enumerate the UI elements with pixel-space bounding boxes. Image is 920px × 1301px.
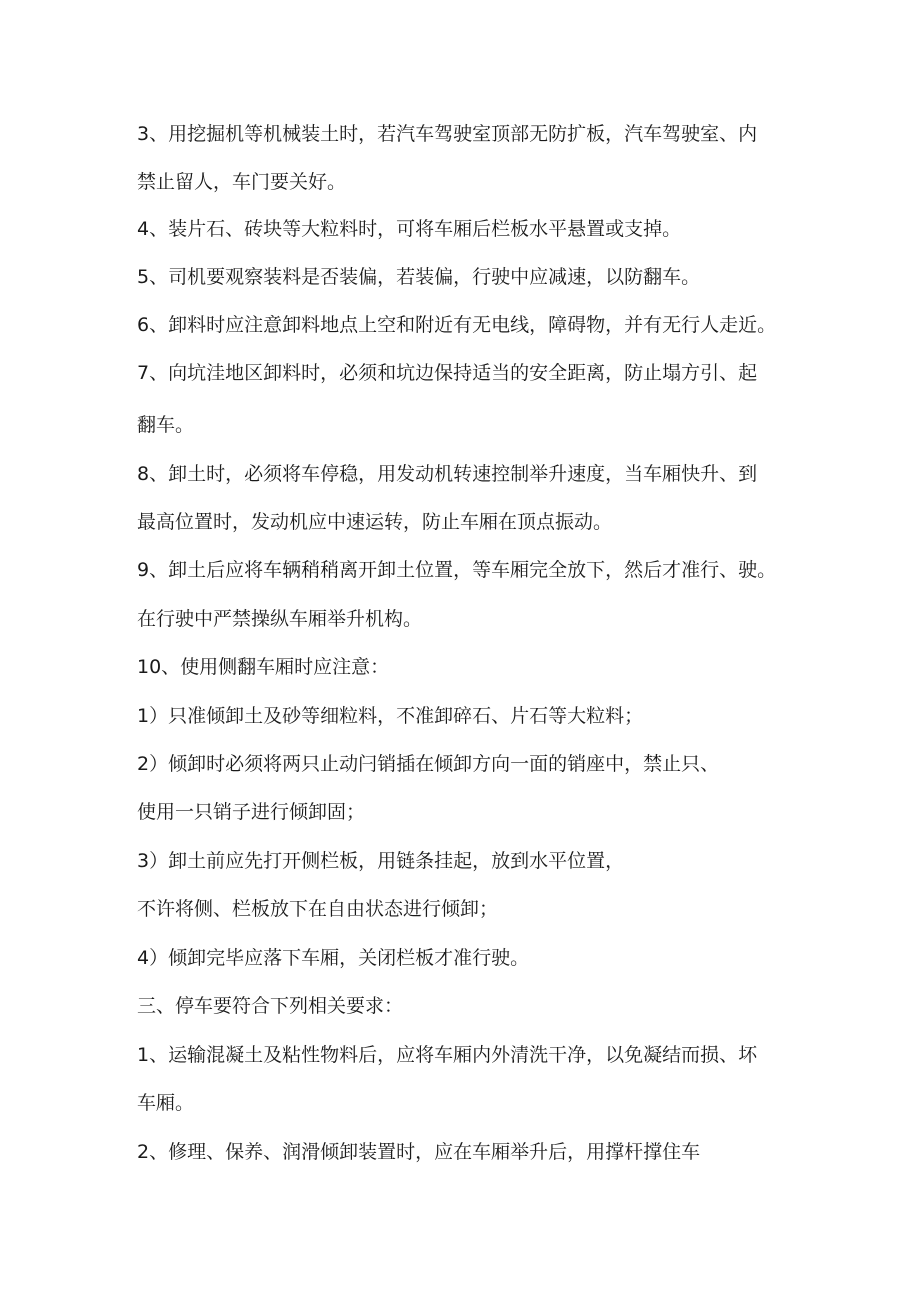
text-line-22: 2、修理、保养、润滑倾卸装置时，应在车厢举升后，用撑杆撑住车 [137, 1141, 701, 1163]
text-line-2: 禁止留人，车门要关好。 [137, 171, 347, 193]
text-line-18: 4）倾卸完毕应落下车厢，关闭栏板才准行驶。 [137, 947, 530, 969]
text-line-12: 10、使用侧翻车厢时应注意： [137, 656, 390, 678]
text-line-11: 在行驶中严禁操纵车厢举升机构。 [137, 608, 423, 630]
text-line-8: 8、卸土时，必须将车停稳，用发动机转速控制举升速度，当车厢快升、到 [137, 463, 758, 485]
text-line-5: 6、卸料时应注意卸料地点上空和附近有无电线，障碍物，并有无行人走近。 [137, 314, 777, 336]
text-line-9: 最高位置时，发动机应中速运转，防止车厢在顶点振动。 [137, 511, 613, 533]
text-line-10: 9、卸土后应将车辆稍稍离开卸土位置，等车厢完全放下，然后才准行、驶。 [137, 559, 777, 581]
text-line-1: 3、用挖掘机等机械装土时，若汽车驾驶室顶部无防扩板，汽车驾驶室、内 [137, 123, 758, 145]
text-line-14: 2）倾卸时必须将两只止动闩销插在倾卸方向一面的销座中，禁止只、 [137, 753, 720, 775]
text-line-17: 不许将侧、栏板放下在自由状态进行倾卸； [137, 898, 499, 920]
text-line-13: 1）只准倾卸土及砂等细粒料，不准卸碎石、片石等大粒料； [137, 705, 644, 727]
text-line-20: 1、运输混凝土及粘性物料后，应将车厢内外清洗干净，以免凝结而损、坏 [137, 1044, 758, 1066]
text-line-6: 7、向坑洼地区卸料时，必须和坑边保持适当的安全距离，防止塌方引、起 [137, 362, 758, 384]
text-line-4: 5、司机要观察装料是否装偏，若装偏，行驶中应减速，以防翻车。 [137, 266, 701, 288]
text-line-3: 4、装片石、砖块等大粒料时，可将车厢后栏板水平悬置或支掉。 [137, 218, 682, 240]
text-line-21: 车厢。 [137, 1092, 195, 1114]
text-line-15: 使用一只销子进行倾卸固； [137, 801, 366, 823]
text-line-16: 3）卸土前应先打开侧栏板，用链条挂起，放到水平位置， [137, 850, 625, 872]
text-line-7: 翻车。 [137, 414, 195, 436]
text-line-19: 三、停车要符合下列相关要求： [137, 995, 404, 1017]
